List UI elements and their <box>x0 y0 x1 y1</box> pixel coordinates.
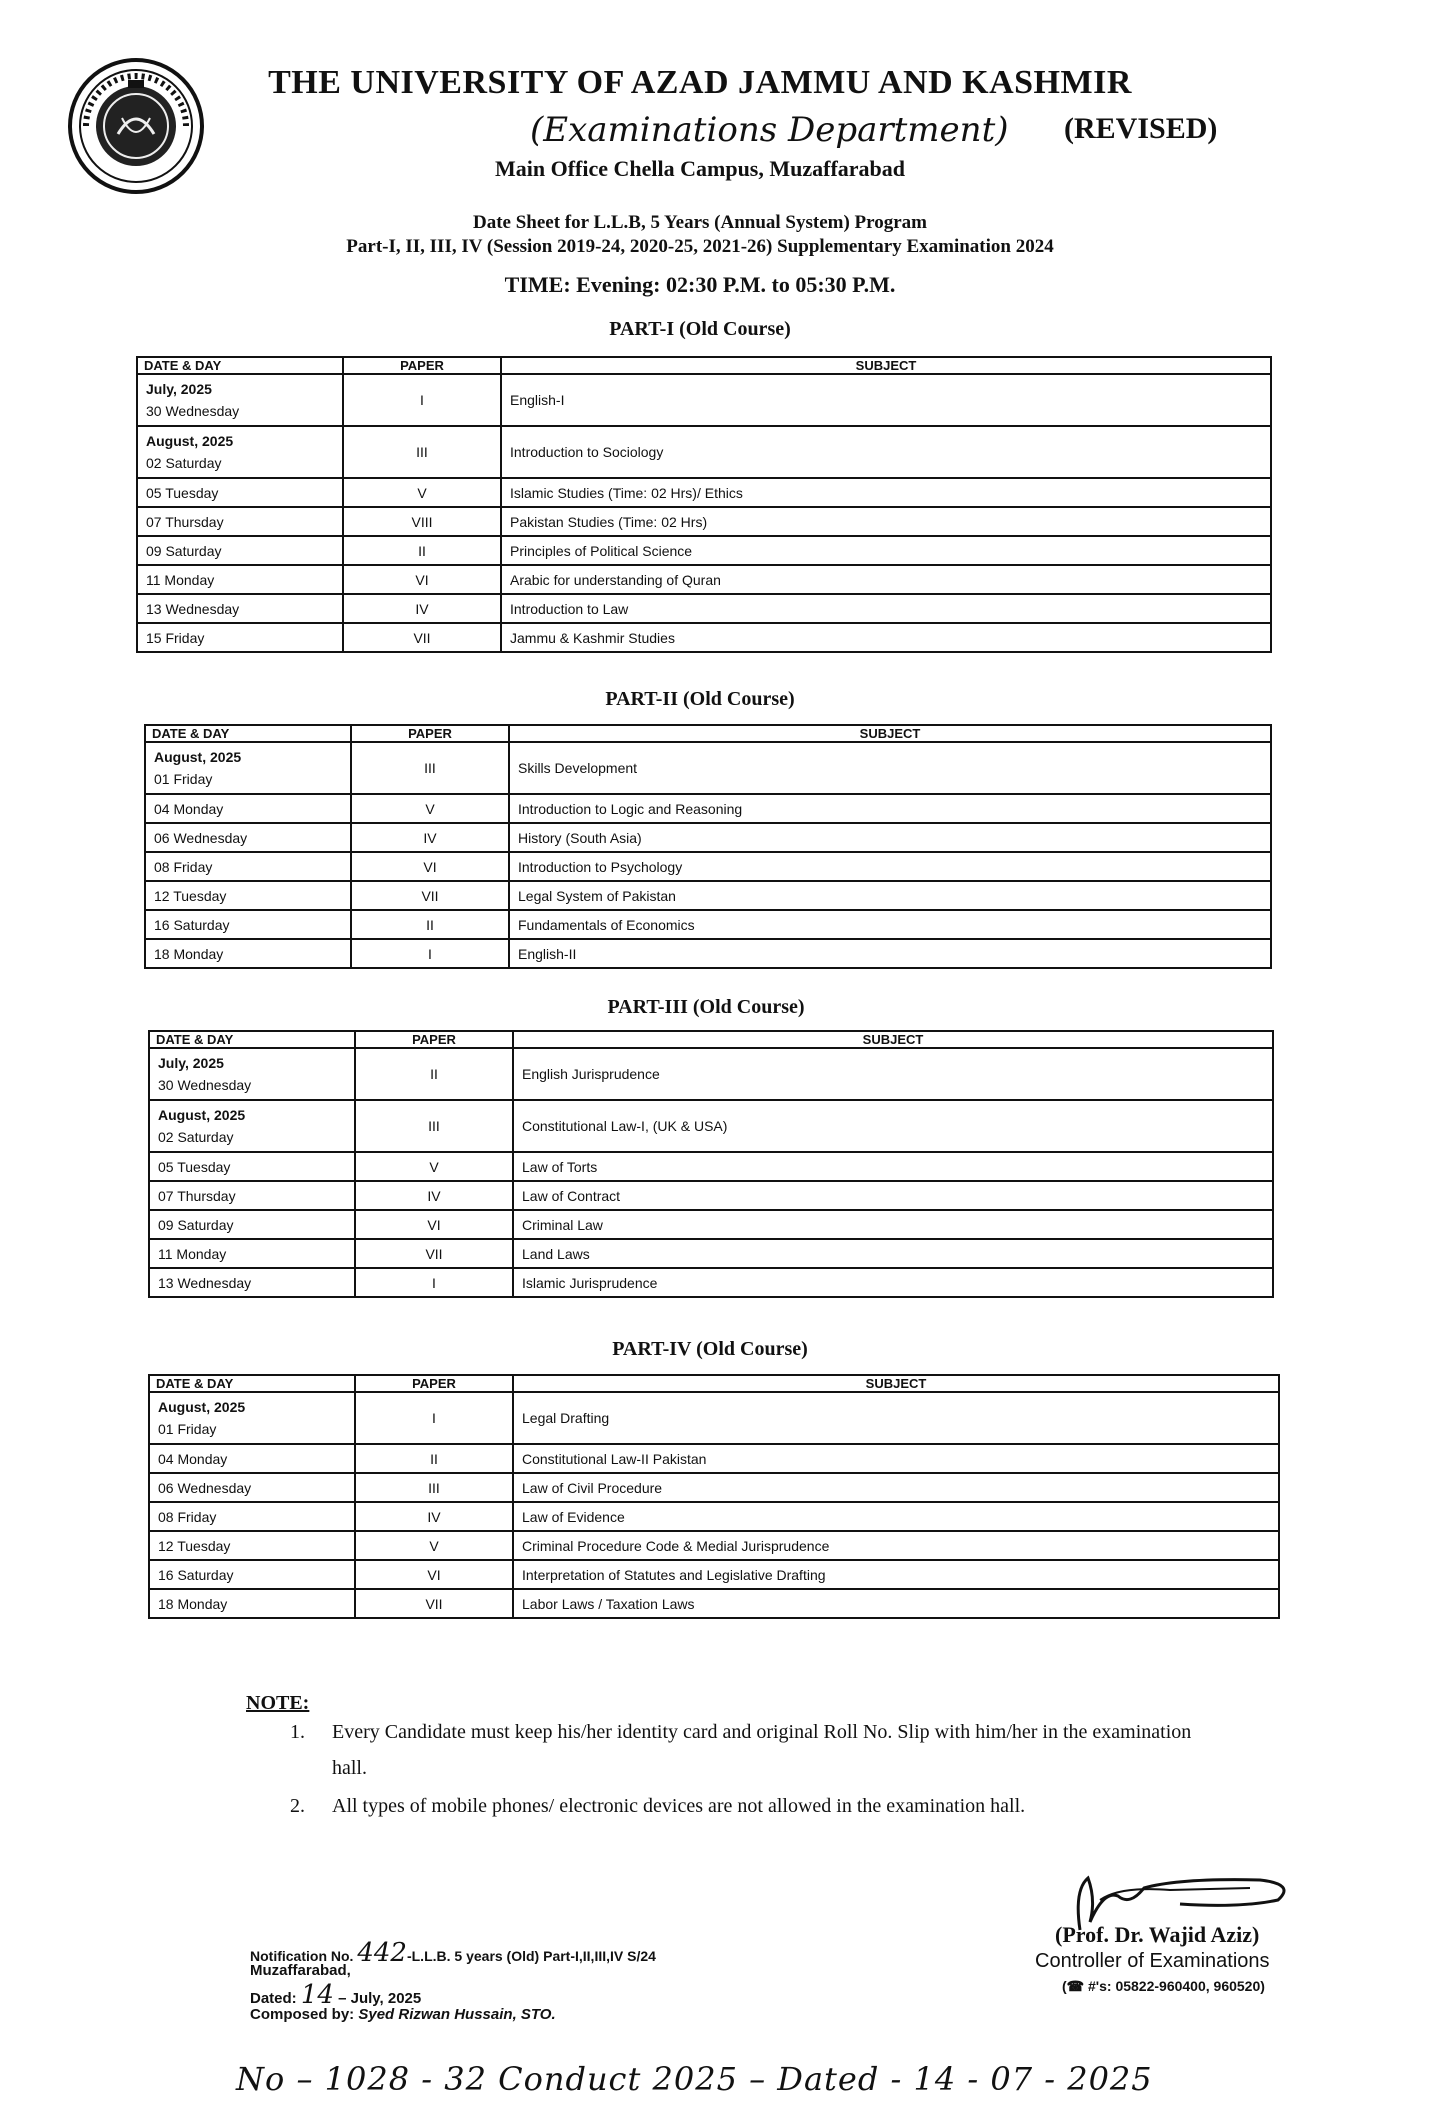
composed-name: Syed Rizwan Hussain, STO. <box>358 2006 556 2023</box>
date-day-cell <box>145 742 351 794</box>
controller-phone-numbers: (☎ #'s: 05822-960400, 960520) <box>1062 1978 1265 1994</box>
subject-cell: Fundamentals of Economics <box>509 910 1271 939</box>
day-line: 01 Friday <box>158 1421 217 1437</box>
subject-cell: Law of Civil Procedure <box>513 1473 1279 1502</box>
table-row <box>145 852 1271 881</box>
date-line: 07 Thursday <box>146 513 224 530</box>
subject-cell: Skills Development <box>509 742 1271 794</box>
paper-cell: III <box>343 426 501 478</box>
table-row <box>137 478 1271 507</box>
notification-handwritten-number: 442 <box>357 1938 407 1968</box>
subject-cell: Constitutional Law-I, (UK & USA) <box>513 1100 1273 1152</box>
date-day-cell <box>149 1048 355 1100</box>
date-day-cell <box>149 1392 355 1444</box>
paper-cell: II <box>355 1444 513 1473</box>
part-4-title: PART-IV (Old Course) <box>612 1338 808 1360</box>
date-line: 05 Tuesday <box>146 484 219 501</box>
table-row <box>149 1502 1279 1531</box>
subject-cell: Law of Contract <box>513 1181 1273 1210</box>
subject-cell: Constitutional Law-II Pakistan <box>513 1444 1279 1473</box>
part-1-schedule-table <box>136 356 1272 653</box>
paper-cell: III <box>355 1473 513 1502</box>
table-row <box>137 426 1271 478</box>
date-day-cell <box>145 910 351 939</box>
date-day-cell <box>137 623 343 652</box>
paper-cell: VI <box>355 1560 513 1589</box>
date-line: August, 2025 <box>146 433 234 449</box>
table-row <box>145 881 1271 910</box>
column-header-paper: PAPER <box>355 1375 513 1392</box>
subject-cell: Introduction to Psychology <box>509 852 1271 881</box>
column-header-date: DATE & DAY <box>145 725 351 742</box>
subject-cell: Criminal Law <box>513 1210 1273 1239</box>
subject-cell: Interpretation of Statutes and Legislative Drafting <box>513 1560 1279 1589</box>
date-day-cell <box>149 1560 355 1589</box>
date-sheet-title: Date Sheet for L.L.B, 5 Years (Annual System) Program <box>472 212 928 233</box>
date-line: 08 Friday <box>154 858 213 875</box>
date-line: 08 Friday <box>158 1508 217 1525</box>
subject-cell: English-I <box>501 374 1271 426</box>
date-line: 12 Tuesday <box>154 887 227 904</box>
paper-cell: V <box>355 1152 513 1181</box>
date-day-cell <box>137 565 343 594</box>
date-line: August, 2025 <box>158 1399 246 1415</box>
subject-cell: Islamic Studies (Time: 02 Hrs)/ Ethics <box>501 478 1271 507</box>
paper-cell: VII <box>351 881 509 910</box>
day-line: 01 Friday <box>154 771 213 787</box>
paper-cell: I <box>355 1268 513 1297</box>
column-header-paper: PAPER <box>343 357 501 374</box>
date-day-cell <box>145 823 351 852</box>
table-row <box>137 536 1271 565</box>
date-sheet-subtitle: Part-I, II, III, IV (Session 2019-24, 2020-25, 2021-26) Supplementary Examination 2024 <box>346 236 1054 257</box>
table-row <box>137 594 1271 623</box>
paper-cell: III <box>355 1100 513 1152</box>
part-3-title: PART-III (Old Course) <box>607 996 805 1018</box>
table-row <box>149 1589 1279 1618</box>
paper-cell: IV <box>355 1502 513 1531</box>
table-row <box>145 910 1271 939</box>
paper-cell: VI <box>355 1210 513 1239</box>
table-row <box>149 1560 1279 1589</box>
date-line: 11 Monday <box>146 571 215 588</box>
table-row <box>137 374 1271 426</box>
office-address: Main Office Chella Campus, Muzaffarabad <box>494 156 906 181</box>
date-line: 15 Friday <box>146 629 205 646</box>
subject-cell: Principles of Political Science <box>501 536 1271 565</box>
day-line: 02 Saturday <box>158 1129 234 1145</box>
subject-cell: Labor Laws / Taxation Laws <box>513 1589 1279 1618</box>
paper-cell: VIII <box>343 507 501 536</box>
date-day-cell <box>149 1152 355 1181</box>
date-day-cell <box>145 939 351 968</box>
date-line: 04 Monday <box>158 1450 228 1467</box>
table-header-row <box>137 357 1271 374</box>
table-row <box>149 1392 1279 1444</box>
table-header-row <box>149 1031 1273 1048</box>
column-header-date: DATE & DAY <box>149 1375 355 1392</box>
table-row <box>137 565 1271 594</box>
part-3-schedule-table <box>148 1030 1274 1298</box>
date-line: 06 Wednesday <box>154 829 248 846</box>
table-row <box>149 1048 1273 1100</box>
date-day-cell <box>137 478 343 507</box>
column-header-subject: SUBJECT <box>509 725 1271 742</box>
date-line: August, 2025 <box>158 1107 246 1123</box>
table-row <box>149 1100 1273 1152</box>
paper-cell: IV <box>343 594 501 623</box>
table-row <box>145 794 1271 823</box>
date-day-cell <box>137 536 343 565</box>
notification-label: Notification No. <box>250 1948 354 1964</box>
paper-cell: VII <box>355 1589 513 1618</box>
date-line: 09 Saturday <box>146 542 222 559</box>
date-line: 12 Tuesday <box>158 1537 231 1554</box>
date-line: 05 Tuesday <box>158 1158 231 1175</box>
paper-cell: V <box>343 478 501 507</box>
subject-cell: Islamic Jurisprudence <box>513 1268 1273 1297</box>
note-item-2 <box>290 1788 1210 1828</box>
paper-cell: I <box>355 1392 513 1444</box>
university-seal-icon <box>66 56 206 196</box>
subject-cell: History (South Asia) <box>509 823 1271 852</box>
date-day-cell <box>137 594 343 623</box>
date-line: 04 Monday <box>154 800 224 817</box>
date-line: July, 2025 <box>158 1055 224 1071</box>
paper-cell: VI <box>351 852 509 881</box>
date-line: 09 Saturday <box>158 1216 234 1233</box>
date-day-cell <box>149 1268 355 1297</box>
paper-cell: IV <box>355 1181 513 1210</box>
paper-cell: IV <box>351 823 509 852</box>
exam-time: TIME: Evening: 02:30 P.M. to 05:30 P.M. <box>504 272 896 297</box>
date-line: 07 Thursday <box>158 1187 236 1204</box>
date-day-cell <box>145 852 351 881</box>
paper-cell: V <box>355 1531 513 1560</box>
subject-cell: Law of Torts <box>513 1152 1273 1181</box>
handwritten-conduct-note: No – 1028 - 32 Conduct 2025 – Dated - 14 - 07 - 2025 <box>236 2060 1153 2098</box>
date-day-cell <box>149 1502 355 1531</box>
paper-cell: I <box>343 374 501 426</box>
column-header-date: DATE & DAY <box>137 357 343 374</box>
date-day-cell <box>149 1181 355 1210</box>
subject-cell: Introduction to Logic and Reasoning <box>509 794 1271 823</box>
date-line: 13 Wednesday <box>146 600 240 617</box>
note-item-text: All types of mobile phones/ electronic devices are not allowed in the examination hall. <box>332 1795 1026 1817</box>
date-day-cell <box>149 1473 355 1502</box>
paper-cell: I <box>351 939 509 968</box>
note-item-number: 2. <box>290 1795 305 1817</box>
dated-label: Dated: <box>250 1990 297 2007</box>
date-line: 16 Saturday <box>158 1566 234 1583</box>
subject-cell: English-II <box>509 939 1271 968</box>
column-header-paper: PAPER <box>355 1031 513 1048</box>
part-4-schedule-table <box>148 1374 1280 1619</box>
paper-cell: II <box>355 1048 513 1100</box>
date-line: August, 2025 <box>154 749 242 765</box>
column-header-subject: SUBJECT <box>501 357 1271 374</box>
subject-cell: Pakistan Studies (Time: 02 Hrs) <box>501 507 1271 536</box>
paper-cell: VI <box>343 565 501 594</box>
date-day-cell <box>149 1531 355 1560</box>
composed-by-line <box>250 2006 556 2023</box>
date-line: 13 Wednesday <box>158 1274 252 1291</box>
date-day-cell <box>149 1589 355 1618</box>
table-row <box>145 823 1271 852</box>
table-row <box>149 1239 1273 1268</box>
table-row <box>145 742 1271 794</box>
part-1-title: PART-I (Old Course) <box>609 318 791 340</box>
subject-cell: Arabic for understanding of Quran <box>501 565 1271 594</box>
date-day-cell <box>149 1210 355 1239</box>
table-row <box>149 1473 1279 1502</box>
table-row <box>137 623 1271 652</box>
university-title: THE UNIVERSITY OF AZAD JAMMU AND KASHMIR <box>268 64 1132 101</box>
subject-cell: Introduction to Sociology <box>501 426 1271 478</box>
date-day-cell <box>149 1100 355 1152</box>
table-row <box>145 939 1271 968</box>
table-row <box>137 507 1271 536</box>
controller-title: Controller of Examinations <box>1035 1950 1270 1972</box>
date-day-cell <box>137 507 343 536</box>
paper-cell: III <box>351 742 509 794</box>
note-item-1 <box>290 1714 1210 1788</box>
paper-cell: II <box>343 536 501 565</box>
subject-cell: Legal Drafting <box>513 1392 1279 1444</box>
date-line: 18 Monday <box>154 945 224 962</box>
subject-cell: English Jurisprudence <box>513 1048 1273 1100</box>
table-header-row <box>145 725 1271 742</box>
part-2-title: PART-II (Old Course) <box>605 688 795 710</box>
dated-month-year: – July, 2025 <box>338 1990 422 2007</box>
revised-label: (REVISED) <box>1064 112 1218 145</box>
note-heading: NOTE: <box>246 1692 310 1714</box>
date-day-cell <box>137 426 343 478</box>
note-item-number: 1. <box>290 1721 305 1743</box>
controller-name: (Prof. Dr. Wajid Aziz) <box>1055 1922 1260 1947</box>
part-2-schedule-table <box>144 724 1272 969</box>
subject-cell: Criminal Procedure Code & Medial Jurisprudence <box>513 1531 1279 1560</box>
subject-cell: Land Laws <box>513 1239 1273 1268</box>
table-row <box>149 1444 1279 1473</box>
date-day-cell <box>149 1239 355 1268</box>
table-row <box>149 1152 1273 1181</box>
subject-cell: Legal System of Pakistan <box>509 881 1271 910</box>
note-item-text: Every Candidate must keep his/her identity card and original Roll No. Slip with him/her in the examination hall. <box>332 1721 1192 1779</box>
subject-cell: Jammu & Kashmir Studies <box>501 623 1271 652</box>
composed-label: Composed by: <box>250 2006 355 2023</box>
paper-cell: VII <box>355 1239 513 1268</box>
date-day-cell <box>149 1444 355 1473</box>
table-row <box>149 1268 1273 1297</box>
table-row <box>149 1181 1273 1210</box>
column-header-paper: PAPER <box>351 725 509 742</box>
table-row <box>149 1531 1279 1560</box>
paper-cell: VII <box>343 623 501 652</box>
subject-cell: Introduction to Law <box>501 594 1271 623</box>
notification-reference: -L.L.B. 5 years (Old) Part-I,II,III,IV S/24 <box>406 1948 656 1964</box>
date-day-cell <box>145 794 351 823</box>
column-header-subject: SUBJECT <box>513 1031 1273 1048</box>
paper-cell: II <box>351 910 509 939</box>
paper-cell: V <box>351 794 509 823</box>
date-line: 06 Wednesday <box>158 1479 252 1496</box>
date-day-cell <box>145 881 351 910</box>
day-line: 30 Wednesday <box>158 1077 252 1093</box>
place-line: Muzaffarabad, <box>250 1962 351 1979</box>
column-header-subject: SUBJECT <box>513 1375 1279 1392</box>
date-line: 11 Monday <box>158 1245 227 1262</box>
date-day-cell <box>137 374 343 426</box>
department-name: (Examinations Department) <box>530 110 1009 150</box>
date-line: 16 Saturday <box>154 916 230 933</box>
date-line: 18 Monday <box>158 1595 228 1612</box>
table-row <box>149 1210 1273 1239</box>
column-header-date: DATE & DAY <box>149 1031 355 1048</box>
date-line: July, 2025 <box>146 381 212 397</box>
table-header-row <box>149 1375 1279 1392</box>
day-line: 02 Saturday <box>146 455 222 471</box>
dated-handwritten-day: 14 <box>300 1980 334 2010</box>
day-line: 30 Wednesday <box>146 403 240 419</box>
subject-cell: Law of Evidence <box>513 1502 1279 1531</box>
